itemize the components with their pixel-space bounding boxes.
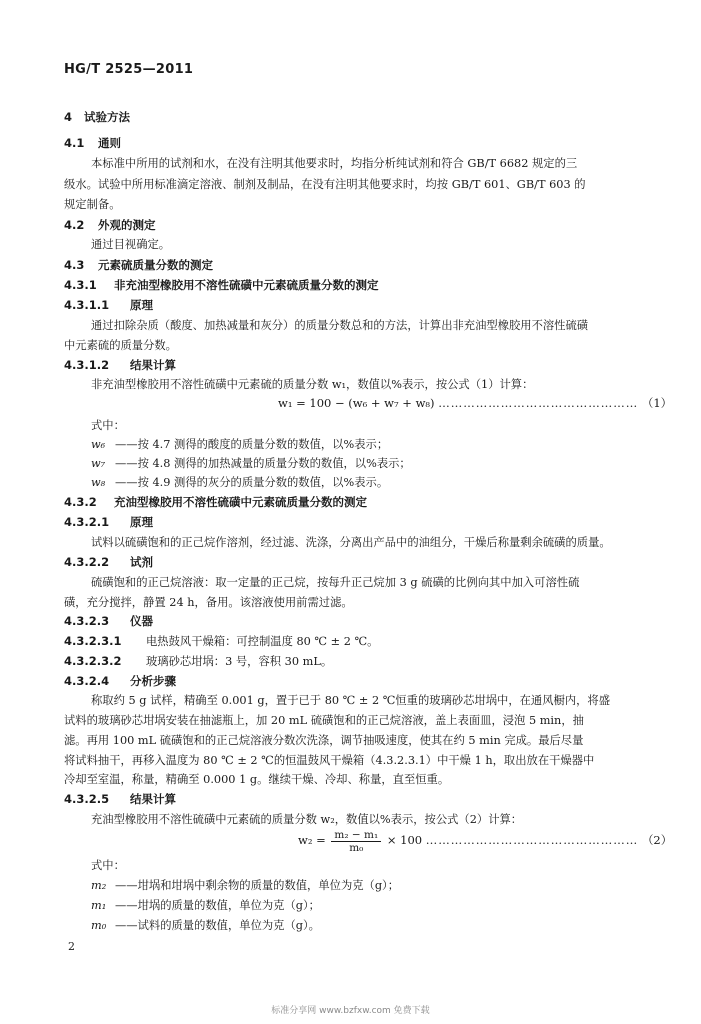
section-4-heading <box>64 110 130 125</box>
fraction-denominator: m₀ <box>349 841 364 854</box>
equation-label: （1） <box>641 396 673 410</box>
section-4-3-2-3-1: 4.3.2.3.1 电热鼓风干燥箱：可控制温度 80 ℃ ± 2 ℃。 <box>64 634 379 648</box>
paragraph: 中元素硫的质量分数。 <box>64 339 177 352</box>
paragraph: 通过扣除杂质（酸度、加热减量和灰分）的质量分数总和的方法，计算出非充油型橡胶用不溶性硫磺 <box>91 319 589 332</box>
paragraph: 通过目视确定。 <box>91 238 171 251</box>
variable-definition: w₆ ——按 4.7 测得的酸度的质量分数的数值，以%表示； <box>91 438 389 451</box>
variable-definition: m₁ ——坩埚的质量的数值，单位为克（g）； <box>91 899 320 912</box>
page-number: 2 <box>68 940 75 953</box>
paragraph: 本标准中所用的试剂和水，在没有注明其他要求时，均指分析纯试剂和符合 GB/T 6682 规定的三 <box>91 157 578 170</box>
section-4-3-2-2-heading: 4.3.2.2 试剂 <box>64 555 153 569</box>
section-4-3-heading: 4.3 元素硫质量分数的测定 <box>64 258 213 272</box>
section-4-3-1-heading: 4.3.1 非充油型橡胶用不溶性硫磺中元素硫质量分数的测定 <box>64 278 379 292</box>
equation-body: w₁ = 100 − (w₆ + w₇ + w₈) <box>278 396 435 410</box>
paragraph: 试料的玻璃砂芯坩埚安装在抽滤瓶上，加 20 mL 硫磺饱和的正己烷溶液，盖上表面皿，浸泡 5 min，抽 <box>64 714 584 727</box>
paragraph: 硫磺饱和的正己烷溶液：取一定量的正己烷，按每升正己烷加 3 g 硫磺的比例向其中加入可溶性硫 <box>91 576 580 589</box>
paragraph: 试料以硫磺饱和的正己烷作溶剂，经过滤、洗涤，分离出产品中的油组分，干燥后称量剩余硫磺的质量。 <box>91 536 611 549</box>
section-4-3-2-3-2: 4.3.2.3.2 玻璃砂芯坩埚：3 号，容积 30 mL。 <box>64 654 333 668</box>
variable-definition: m₀ ——试料的质量的数值，单位为克（g）。 <box>91 919 320 932</box>
equation-2 <box>298 828 672 854</box>
variable-definition: w₈ ——按 4.9 测得的灰分的质量分数的数值，以%表示。 <box>91 476 389 489</box>
paragraph: 充油型橡胶用不溶性硫磺中元素硫的质量分数 w₂，数值以%表示，按公式（2）计算： <box>91 813 523 826</box>
equation-leader: ………………………………………… <box>438 396 639 410</box>
paragraph: 规定制备。 <box>64 198 121 211</box>
section-4-1-heading: 4.1 通则 <box>64 136 121 150</box>
where-label: 式中： <box>91 419 125 432</box>
variable-definition: w₇ ——按 4.8 测得的加热减量的质量分数的数值，以%表示； <box>91 457 411 470</box>
paragraph: 非充油型橡胶用不溶性硫磺中元素硫的质量分数 w₁，数值以%表示，按公式（1）计算： <box>91 378 534 391</box>
equation-rhs: × 100 <box>386 833 423 847</box>
paragraph: 称取约 5 g 试样，精确至 0.001 g，置于已于 80 ℃ ± 2 ℃恒重的玻璃砂芯坩埚中，在通风橱内，将盛 <box>91 694 611 707</box>
section-4-3-2-heading: 4.3.2 充油型橡胶用不溶性硫磺中元素硫质量分数的测定 <box>64 495 367 509</box>
paragraph: 冷却至室温，称量，精确至 0.000 1 g。继续干燥、冷却、称量，直至恒重。 <box>64 773 450 786</box>
section-4-2-heading: 4.2 外观的测定 <box>64 218 156 232</box>
section-title: 试验方法 <box>84 110 130 124</box>
paragraph: 将试料抽干，再移入温度为 80 ℃ ± 2 ℃的恒温鼓风干燥箱（4.3.2.3.1）中干燥 1 h，取出放在干燥器中 <box>64 754 595 767</box>
equation-fraction <box>331 829 381 854</box>
equation-label: （2） <box>641 833 673 847</box>
where-label: 式中： <box>91 859 125 872</box>
section-4-3-1-2-heading: 4.3.1.2 结果计算 <box>64 358 176 372</box>
section-4-3-1-1-heading: 4.3.1.1 原理 <box>64 298 153 312</box>
standard-code: HG/T 2525—2011 <box>64 62 194 77</box>
equation-leader: …………………………………………… <box>425 833 639 847</box>
paragraph: 磺，充分搅拌，静置 24 h，备用。该溶液使用前需过滤。 <box>64 596 353 609</box>
paragraph: 滤。再用 100 mL 硫磺饱和的正己烷溶液分数次洗涤，调节抽吸速度，使其在约 5 min 完成。最后尽量 <box>64 734 584 747</box>
section-4-3-2-1-heading: 4.3.2.1 原理 <box>64 515 153 529</box>
section-number: 4 <box>64 110 73 124</box>
fraction-numerator: m₂ − m₁ <box>331 829 381 842</box>
equation-1 <box>278 396 672 411</box>
section-4-3-2-4-heading: 4.3.2.4 分析步骤 <box>64 674 176 688</box>
paragraph: 级水。试验中所用标准滴定溶液、制剂及制品，在没有注明其他要求时，均按 GB/T 601、GB/T 603 的 <box>64 178 586 191</box>
section-4-3-2-5-heading: 4.3.2.5 结果计算 <box>64 792 176 806</box>
section-4-3-2-3-heading: 4.3.2.3 仪器 <box>64 614 153 628</box>
variable-definition: m₂ ——坩埚和坩埚中剩余物的质量的数值，单位为克（g）； <box>91 879 400 892</box>
equation-lhs: w₂ = <box>298 833 326 847</box>
watermark-footer: 标准分享网 www.bzfxw.com 免费下载 <box>271 1006 430 1016</box>
